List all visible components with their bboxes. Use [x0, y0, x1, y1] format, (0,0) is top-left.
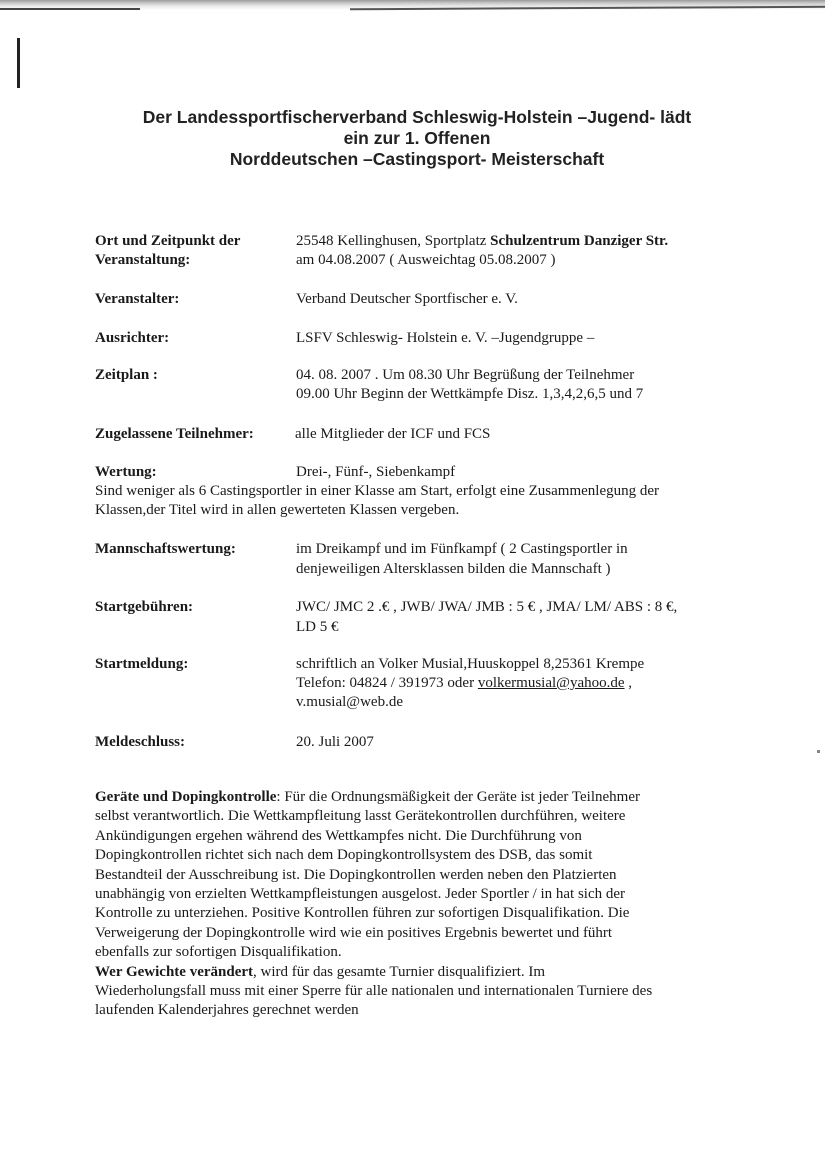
doping-section: [95, 788, 745, 1021]
field-value: Verband Deutscher Sportfischer e. V.: [296, 291, 518, 307]
field-value: [296, 232, 668, 251]
title-line: ein zur 1. Offenen: [343, 128, 491, 148]
field-note: Sind weniger als 6 Castingsportler in einer Klasse am Start, erfolgt eine Zusammenlegung der: [95, 483, 660, 499]
field-value: JWC/ JMC 2 .€ , JWB/ JWA/ JMB : 5 € , JMA/ LM/ ABS : 8 €,: [296, 599, 678, 615]
margin-mark: [17, 38, 20, 88]
para-line: Bestandteil der Ausschreibung ist. Die Dopingkontrollen werden neben den Platzierten: [95, 866, 617, 883]
para-line: Verweigerung der Dopingkontrolle wird wie ein positives Ergebnis bewertet und führt: [95, 924, 613, 941]
para-line: unabhängig von erzielten Wettkampfleistungen ausgelost. Jeder Sportler / in hat sich der: [95, 886, 626, 903]
field-label: Zugelassene Teilnehmer:: [95, 426, 254, 442]
line-text: : Für die Ordnungsmäßigkeit der Geräte ist jeder Teilnehmer: [276, 789, 640, 805]
field-label: Veranstaltung:: [95, 252, 191, 268]
field-label: Meldeschluss:: [95, 734, 185, 750]
para-line: selbst verantwortlich. Die Wettkampfleitung lasst Gerätekontrollen durchführen, weitere: [95, 808, 626, 825]
field-label: Ausrichter:: [95, 330, 170, 346]
title-line: Der Landessportfischerverband Schleswig-Holstein –Jugend- lädt: [142, 107, 692, 127]
para-line: laufenden Kalenderjahres gerechnet werden: [95, 1002, 359, 1019]
email-link[interactable]: v.musial@web.de: [296, 694, 403, 710]
field-label: Mannschaftswertung:: [95, 541, 236, 557]
field-note: Klassen,der Titel wird in allen gewerteten Klassen vergeben.: [95, 502, 460, 518]
field-value: 09.00 Uhr Beginn der Wettkämpfe Disz. 1,3,4,2,6,5 und 7: [296, 386, 644, 402]
para-line: Dopingkontrollen richtet sich nach dem Dopingkontrollsystem des DSB, das somit: [95, 847, 593, 864]
field-value: denjeweiligen Altersklassen bilden die Mannschaft ): [296, 561, 611, 577]
field-value: am 04.08.2007 ( Ausweichtag 05.08.2007 ): [296, 252, 556, 268]
field-label: Veranstalter:: [95, 291, 180, 307]
field-value: LSFV Schleswig- Holstein e. V. –Jugendgruppe –: [296, 330, 595, 346]
field-value: Drei-, Fünf-, Siebenkampf: [296, 464, 456, 480]
document-title: [60, 107, 774, 170]
value-text: ,: [624, 675, 633, 691]
value-text: 25548 Kellinghusen, Sportplatz: [296, 233, 491, 249]
scan-artifact-line: [0, 8, 140, 10]
field-label: Startmeldung:: [95, 656, 189, 672]
value-bold: Schulzentrum Danziger Str.: [490, 233, 669, 249]
field-value: 20. Juli 2007: [296, 734, 374, 750]
line-text: , wird für das gesamte Turnier disqualifiziert. Im: [253, 963, 546, 980]
field-value: schriftlich an Volker Musial,Huuskoppel 8,25361 Krempe: [296, 656, 645, 672]
field-label: Ort und Zeitpunkt der: [95, 233, 241, 249]
title-line: Norddeutschen –Castingsport- Meisterschaft: [229, 149, 605, 169]
scan-speck: [817, 750, 820, 753]
section-heading: Geräte und Dopingkontrolle: [95, 789, 277, 805]
para-line: [95, 788, 745, 807]
para-line: Ankündigungen ergehen während des Wettkampfes nicht. Die Durchführung von: [95, 827, 582, 844]
field-value: LD 5 €: [296, 619, 339, 635]
email-link[interactable]: volkermusial@yahoo.de: [477, 675, 625, 691]
field-value: [296, 674, 632, 693]
field-value: 04. 08. 2007 . Um 08.30 Uhr Begrüßung der Teilnehmer: [296, 367, 635, 383]
field-value: alle Mitglieder der ICF und FCS: [295, 426, 491, 442]
para-line: Wiederholungsfall muss mit einer Sperre für alle nationalen und internationalen Turniere des: [95, 983, 653, 1000]
para-line: Kontrolle zu unterziehen. Positive Kontrollen führen zur sofortigen Disqualifikation. Die: [95, 905, 630, 922]
field-label: Startgebühren:: [95, 599, 194, 615]
field-label: Wertung:: [95, 464, 157, 480]
value-text: Telefon: 04824 / 391973 oder: [296, 675, 478, 691]
section-heading: Wer Gewichte verändert: [95, 963, 254, 980]
para-line: [95, 963, 745, 982]
field-label: Zeitplan :: [95, 367, 158, 383]
para-line: ebenfalls zur sofortigen Disqualifikation.: [95, 944, 342, 961]
field-value: im Dreikampf und im Fünfkampf ( 2 Castingsportler in: [296, 541, 628, 557]
